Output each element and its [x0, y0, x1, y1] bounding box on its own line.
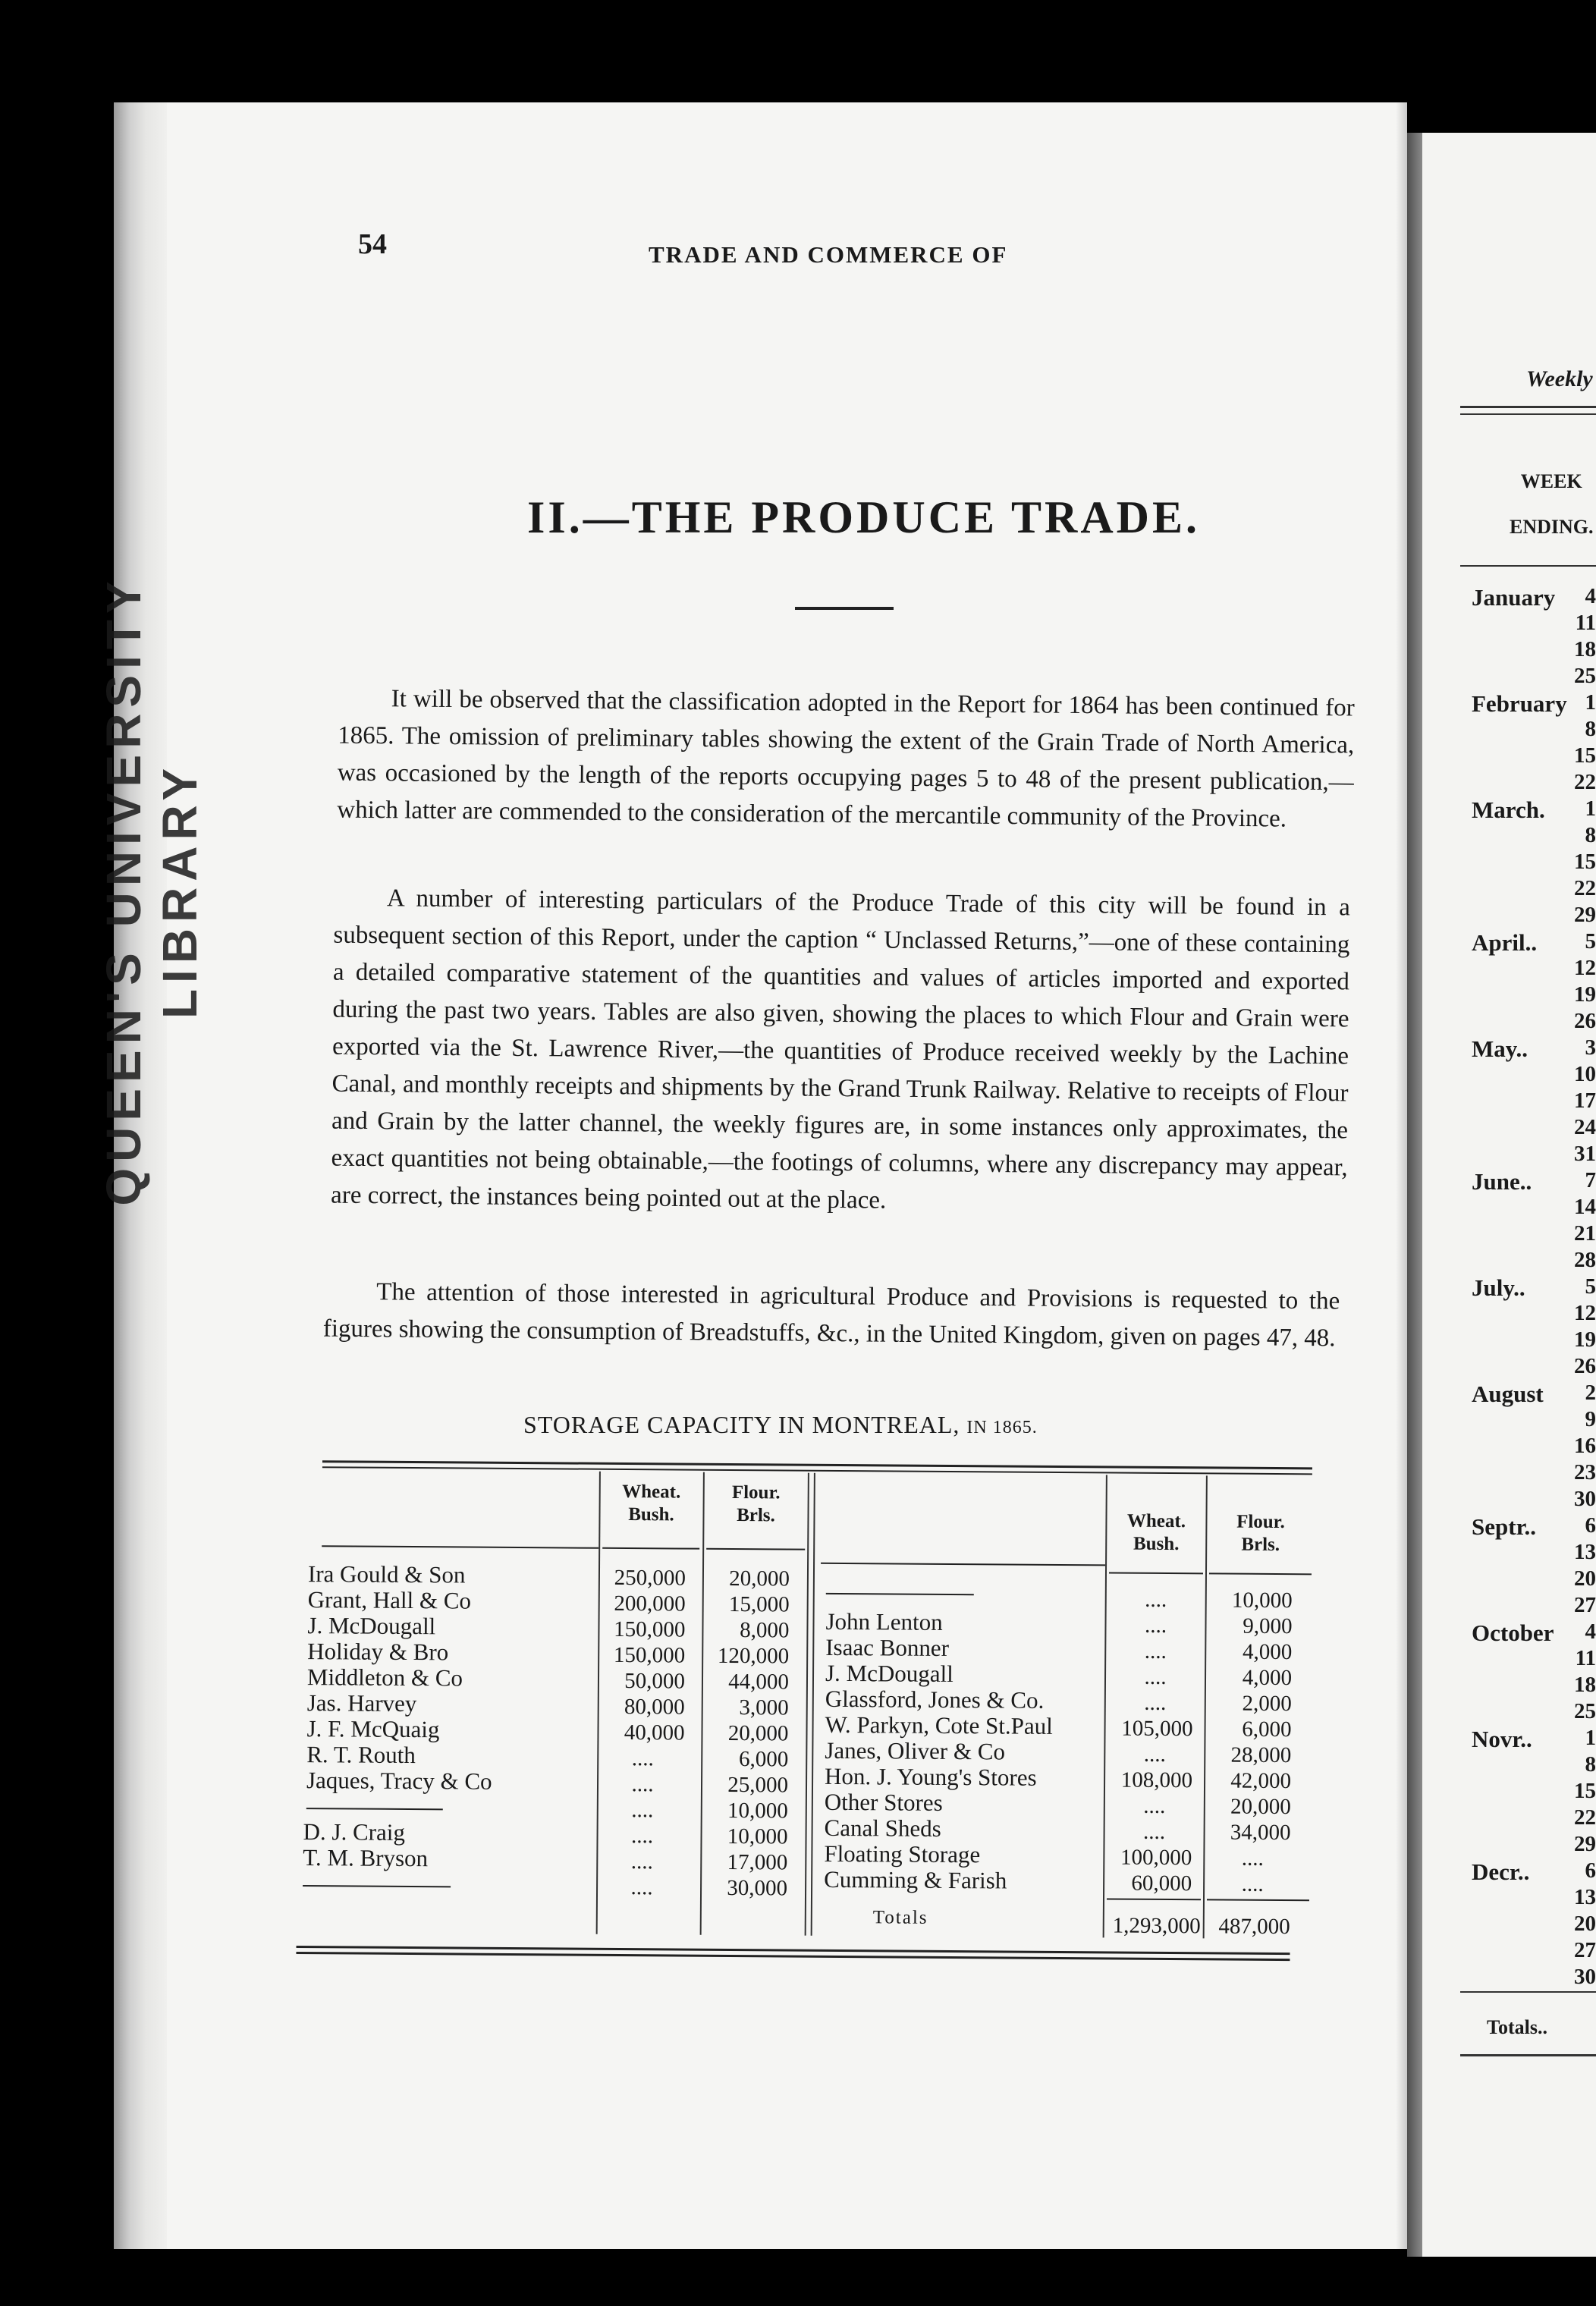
- totals-wheat: 1,293,000: [1112, 1913, 1201, 1939]
- week-month-label: April..: [1472, 929, 1538, 956]
- week-day-label: 8: [1585, 1752, 1596, 1777]
- left-row-flour: 10,000: [727, 1798, 788, 1824]
- week-month-label: January: [1472, 584, 1556, 611]
- left-row-flour: 30,000: [727, 1875, 788, 1901]
- left-row-wheat: 250,000: [614, 1565, 686, 1591]
- right-row-wheat: ....: [1144, 1690, 1167, 1715]
- running-head: TRADE AND COMMERCE OF: [649, 241, 1008, 268]
- week-day-label: 15: [1574, 743, 1596, 768]
- week-day-label: 11: [1575, 1646, 1596, 1670]
- week-day-label: 30: [1574, 1487, 1596, 1511]
- page-edge-shadow: [1396, 102, 1407, 2249]
- week-day-label: 20: [1574, 1566, 1596, 1591]
- right-row-wheat: 60,000: [1131, 1871, 1192, 1896]
- storage-table: [296, 1460, 1320, 1998]
- totals-rule: [1107, 1898, 1201, 1900]
- blank-name-rule: [306, 1808, 443, 1810]
- left-row-flour: 20,000: [729, 1566, 790, 1591]
- left-row-name: Jas. Harvey: [306, 1689, 417, 1717]
- right-row-name: Isaac Bonner: [825, 1633, 950, 1661]
- right-row-flour: 34,000: [1230, 1820, 1291, 1846]
- totals-flour: 487,000: [1218, 1914, 1290, 1940]
- totals-label: Totals: [872, 1907, 928, 1928]
- left-row-wheat: 50,000: [624, 1668, 686, 1694]
- right-row-flour: 28,000: [1230, 1742, 1292, 1768]
- right-row-wheat: ....: [1145, 1587, 1167, 1612]
- week-day-label: 25: [1574, 664, 1596, 688]
- week-day-label: 3: [1585, 1035, 1596, 1060]
- next-page-rule: [1460, 565, 1596, 567]
- week-month-label: March.: [1472, 796, 1545, 823]
- next-page-gutter: [1407, 133, 1422, 2257]
- right-row-flour: 4,000: [1242, 1665, 1293, 1691]
- right-row-wheat: ....: [1144, 1638, 1167, 1664]
- week-day-label: 22: [1574, 770, 1596, 794]
- left-row-wheat: ....: [631, 1772, 654, 1797]
- right-row-wheat: ....: [1142, 1819, 1166, 1844]
- week-day-label: 18: [1574, 637, 1596, 661]
- week-day-label: 12: [1574, 1301, 1596, 1325]
- right-row-wheat: ....: [1143, 1793, 1166, 1818]
- week-day-label: 27: [1574, 1593, 1596, 1617]
- right-row-name: Glassford, Jones & Co.: [825, 1685, 1045, 1714]
- right-row-flour: 20,000: [1230, 1794, 1291, 1820]
- week-month-label: June..: [1472, 1168, 1532, 1195]
- next-page-rule: [1460, 2054, 1596, 2056]
- left-row-wheat: 200,000: [614, 1591, 686, 1616]
- week-day-label: 8: [1585, 717, 1596, 741]
- left-row-flour: 10,000: [727, 1824, 788, 1849]
- week-day-label: 28: [1574, 1248, 1596, 1272]
- header-rule: [821, 1563, 1105, 1566]
- right-row-wheat: ....: [1144, 1664, 1167, 1689]
- right-flour-header: Flour. Brls.: [1236, 1511, 1285, 1556]
- week-day-label: 8: [1585, 823, 1596, 847]
- header-rule: [706, 1548, 805, 1550]
- week-day-label: 16: [1574, 1434, 1596, 1458]
- right-row-flour: 10,000: [1231, 1588, 1293, 1613]
- left-wheat-header: Wheat. Bush.: [622, 1481, 681, 1525]
- left-row-wheat: 40,000: [624, 1720, 685, 1745]
- paragraph-1: It will be observed that the classification adopted in the Report for 1864 has been continued for 1865. The omission of preliminary tables showing the extent of the Grain Trade of North America, was occasioned by the length of the reports occupying pages 5 to 48 of the present publication,—which latter are commended to the consideration of the mercantile community of the Province.: [337, 685, 1355, 833]
- totals-rule: [1207, 1899, 1309, 1901]
- week-day-label: 12: [1574, 956, 1596, 980]
- left-row-name: J. McDougall: [307, 1612, 436, 1640]
- left-row-name: Grant, Hall & Co: [307, 1586, 472, 1614]
- week-day-label: 22: [1574, 876, 1596, 900]
- left-row-flour: 3,000: [739, 1695, 789, 1720]
- left-row-wheat: ....: [630, 1824, 654, 1849]
- week-day-label: 19: [1574, 1327, 1596, 1352]
- week-month-label: February: [1472, 690, 1567, 717]
- right-wheat-header: Wheat. Bush.: [1126, 1510, 1186, 1555]
- next-page-totals-label: Totals..: [1487, 2016, 1547, 2038]
- week-day-label: 2: [1585, 1381, 1596, 1405]
- left-row-wheat: 80,000: [624, 1694, 685, 1720]
- week-day-label: 21: [1574, 1221, 1596, 1246]
- week-day-label: 1: [1585, 1726, 1596, 1750]
- left-row-name: D. J. Craig: [303, 1818, 406, 1846]
- week-day-label: 6: [1585, 1858, 1596, 1883]
- week-month-label: October: [1472, 1620, 1554, 1646]
- table-title: [523, 1411, 1038, 1439]
- week-day-label: 4: [1585, 584, 1596, 608]
- week-month-label: Novr..: [1472, 1726, 1532, 1752]
- left-row-name: J. F. McQuaig: [306, 1715, 440, 1743]
- left-row-flour: 44,000: [728, 1669, 790, 1695]
- right-row-name: Canal Sheds: [824, 1814, 941, 1842]
- week-day-label: 15: [1574, 850, 1596, 874]
- week-day-label: 27: [1574, 1938, 1596, 1962]
- week-day-label: 10: [1574, 1062, 1596, 1086]
- left-row-wheat: 150,000: [614, 1616, 686, 1642]
- right-row-name: Cumming & Farish: [824, 1865, 1007, 1894]
- blank-name-rule: [303, 1885, 451, 1887]
- week-ending-header: WEEK ENDING.: [1510, 470, 1594, 538]
- header-rule: [1109, 1572, 1203, 1574]
- header-rule: [1209, 1572, 1312, 1575]
- left-row-flour: 15,000: [728, 1591, 790, 1617]
- week-day-label: 26: [1574, 1354, 1596, 1378]
- next-page-rule: [1460, 1991, 1596, 1993]
- right-row-name: J. McDougall: [825, 1659, 954, 1688]
- week-day-label: 18: [1574, 1673, 1596, 1697]
- week-day-label: 1: [1585, 796, 1596, 821]
- left-row-flour: 20,000: [727, 1720, 789, 1746]
- week-day-label: 13: [1574, 1540, 1596, 1564]
- week-month-label: Septr..: [1472, 1513, 1536, 1540]
- table-divider: [805, 1473, 809, 1936]
- week-day-label: 5: [1585, 1274, 1596, 1299]
- right-row-flour: ....: [1241, 1846, 1264, 1871]
- right-row-flour: 4,000: [1242, 1639, 1293, 1665]
- right-row-name: W. Parkyn, Cote St.Paul: [825, 1711, 1053, 1739]
- paragraph-2: A number of interesting particulars of the Produce Trade of this city will be found in a subsequent section of this Report, under the caption “ Unclassed Returns,”—one of these containing a detailed comparative statement of the quantities and values of articles imported and exported during the past two years. Tables are also given, showing the places to which Flour and Grain were exported via the St. Lawrence River,—the quantities of Produce received weekly by the Lachine Canal, and monthly receipts and shipments by the Grand Trunk Railway. Relative to receipts of Flour and Grain by the latter channel, the weekly figures are, in some instances only approximates, the exact quantities not being obtainable,—the footings of columns, where any discrepancy may appear, are correct, the instances being pointed out at the place.: [330, 884, 1351, 1214]
- right-row-name: Janes, Oliver & Co: [825, 1736, 1006, 1765]
- week-month-label: August: [1472, 1381, 1544, 1407]
- week-day-label: 30: [1574, 1965, 1596, 1989]
- next-page-rule: [1460, 413, 1596, 415]
- title-rule: [795, 607, 894, 610]
- week-day-label: 22: [1574, 1805, 1596, 1830]
- table-title-main: STORAGE CAPACITY IN MONTREAL,: [523, 1411, 960, 1438]
- next-page-rule: [1460, 406, 1596, 408]
- left-row-wheat: ....: [631, 1798, 654, 1823]
- paragraph-3: The attention of those interested in agricultural Produce and Provisions is requested to the figures showing the consumption of Breadstuffs, &c., in the United Kingdom, given on pages 47, 48.: [322, 1278, 1340, 1352]
- week-day-label: 5: [1585, 929, 1596, 954]
- week-month-label: Decr..: [1472, 1858, 1530, 1885]
- week-day-label: 17: [1574, 1089, 1596, 1113]
- left-row-name: Jaques, Tracy & Co: [306, 1767, 492, 1795]
- week-day-label: 29: [1574, 903, 1596, 927]
- week-day-label: 15: [1574, 1779, 1596, 1803]
- page-number: 54: [358, 228, 387, 260]
- week-day-label: 23: [1574, 1460, 1596, 1484]
- week-day-label: 14: [1574, 1195, 1596, 1219]
- right-row-name: John Lenton: [825, 1607, 943, 1635]
- next-page-title-fragment: Weekly: [1526, 366, 1593, 391]
- right-row-name: Hon. J. Young's Stores: [824, 1762, 1037, 1791]
- right-row-wheat: 105,000: [1121, 1716, 1193, 1742]
- week-day-label: 6: [1585, 1513, 1596, 1538]
- right-row-flour: 2,000: [1242, 1691, 1292, 1717]
- week-day-label: 4: [1585, 1620, 1596, 1644]
- right-row-wheat: 108,000: [1120, 1767, 1193, 1793]
- right-row-name: Other Stores: [824, 1788, 943, 1816]
- right-row-flour: 9,000: [1243, 1613, 1293, 1639]
- right-row-flour: 6,000: [1242, 1717, 1292, 1742]
- left-row-flour: 8,000: [740, 1618, 790, 1643]
- right-row-flour: ....: [1241, 1871, 1264, 1896]
- right-row-wheat: 100,000: [1120, 1845, 1192, 1871]
- right-row-wheat: ....: [1144, 1613, 1167, 1638]
- header-rule: [602, 1547, 699, 1550]
- week-day-label: 26: [1574, 1009, 1596, 1033]
- right-row-flour: 42,000: [1230, 1768, 1292, 1794]
- blank-name-rule: [826, 1593, 974, 1595]
- right-row-wheat: ....: [1143, 1742, 1166, 1767]
- library-stamp: QUEEN'S UNIVERSITY LIBRARY: [96, 575, 207, 1206]
- left-row-flour: 120,000: [717, 1643, 790, 1669]
- week-day-label: 29: [1574, 1832, 1596, 1856]
- left-row-name: R. T. Routh: [306, 1741, 416, 1769]
- section-title: II.—THE PRODUCE TRADE.: [527, 492, 1201, 542]
- week-day-label: 19: [1574, 982, 1596, 1007]
- week-day-label: 1: [1585, 690, 1596, 715]
- left-row-name: Middleton & Co: [306, 1664, 463, 1692]
- week-month-label: May..: [1472, 1035, 1528, 1062]
- left-row-wheat: ....: [631, 1746, 654, 1771]
- left-row-wheat: 150,000: [613, 1642, 686, 1668]
- left-row-wheat: ....: [630, 1849, 653, 1874]
- left-row-name: Holiday & Bro: [307, 1638, 449, 1666]
- week-day-label: 9: [1585, 1407, 1596, 1431]
- table-title-year: IN 1865.: [966, 1418, 1038, 1437]
- left-row-flour: 17,000: [727, 1849, 788, 1875]
- week-day-label: 11: [1575, 611, 1596, 635]
- week-day-label: 20: [1574, 1912, 1596, 1936]
- right-row-name: Floating Storage: [824, 1839, 981, 1868]
- left-row-wheat: ....: [630, 1875, 653, 1900]
- left-row-name: Ira Gould & Son: [307, 1560, 466, 1588]
- left-flour-header: Flour. Brls.: [731, 1481, 781, 1526]
- header-rule: [322, 1545, 598, 1549]
- week-day-label: 25: [1574, 1699, 1596, 1723]
- left-row-name: T. M. Bryson: [303, 1844, 429, 1872]
- left-row-flour: 6,000: [738, 1747, 789, 1772]
- week-day-label: 24: [1574, 1115, 1596, 1139]
- week-day-label: 7: [1585, 1168, 1596, 1192]
- week-day-label: 31: [1574, 1142, 1596, 1166]
- week-day-label: 13: [1574, 1885, 1596, 1909]
- left-row-flour: 25,000: [727, 1772, 789, 1798]
- week-month-label: July..: [1472, 1274, 1525, 1301]
- table-divider: [811, 1473, 815, 1936]
